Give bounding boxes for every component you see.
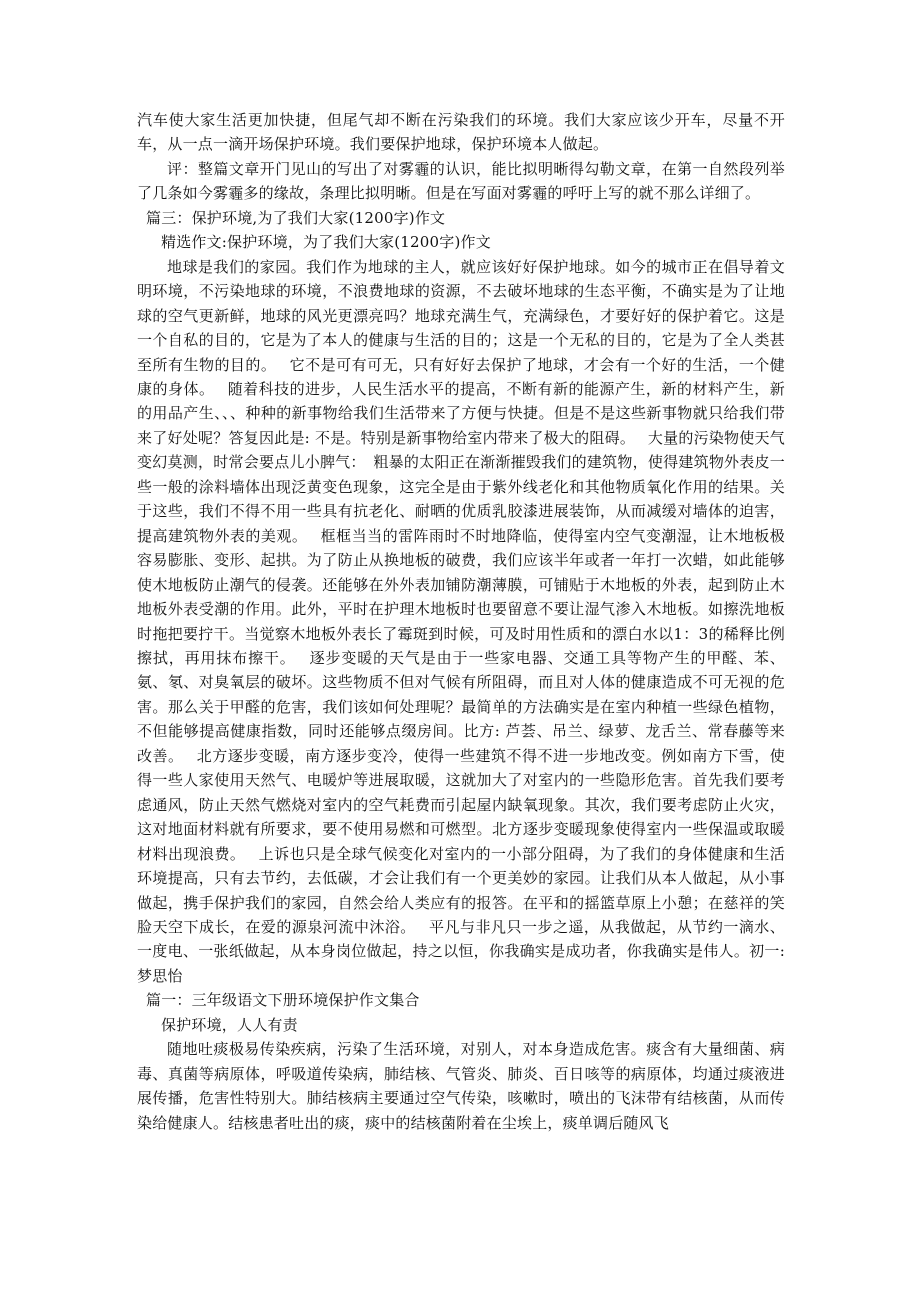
section-heading-3: 篇三：保护环境,为了我们大家(1200字)作文	[146, 208, 446, 227]
paragraph-essay-1: 随地吐痰极易传染疾病，污染了生活环境，对别人，对本身造成危害。痰含有大量细菌、病毒、真菌等病原体，呼吸道传染病，肺结核、气管炎、肺炎、百日咳等的病原体，均通过痰液进展传播，危害性特别大。肺结核病主要通过空气传染，咳嗽时，喷出的飞沫带有结核菌，从而传染给健康人。结核患者吐出的痰，痰中的结核菌附着在尘埃上，痰单调后随风飞	[137, 1040, 785, 1132]
essay-title-3: 精选作文:保护环境，为了我们大家(1200字)作文	[161, 233, 491, 252]
essay-title-1: 保护环境，人人有责	[161, 1015, 298, 1034]
paragraph-intro: 汽车使大家生活更加快捷，但尾气却不断在污染我们的环境。我们大家应该少开车，尽量不开车，从一点一滴开场保护环境。我们要保护地球，保护环境本人做起。	[137, 111, 785, 154]
paragraph-review: 评：整篇文章开门见山的写出了对雾霾的认识，能比拟明晰得勾勒文章，在第一自然段列举了几条如今雾霾多的缘故，条理比拟明晰。但是在写面对雾霾的呼吁上写的就不那么详细了。	[137, 159, 785, 203]
document-body	[137, 108, 785, 1135]
section-heading-1: 篇一：三年级语文下册环境保护作文集合	[146, 991, 420, 1010]
paragraph-essay-3: 地球是我们的家园。我们作为地球的主人，就应该好好保护地球。如今的城市正在倡导着文明环境，不污染地球的环境，不浪费地球的资源，不去破坏地球的生态平衡，不确实是为了让地球的空气更新鲜，地球的风光更漂亮吗？地球充满生气，充满绿色，才要好好的保护着它。这是一个自私的目的，它是为了本人的健康与生活的目的；这是一个无私的目的，它是为了全人类甚至所有生物的目的。 它不是可有可无，只有好好去保护了地球，才会有一个好的生活，一个健康的身体。 随着科技的进步，人民生活水平的提高，不断有新的能源产生，新的材料产生，新的用品产生、、、种种的新事物给我们生活带来了方便与快捷。但是不是这些新事物就只给我们带来了好处呢？答复因此是: 不是。特别是新事物给室内带来了极大的阻碍。 大量的污染物使天气变幻莫测，时常会要点儿小脾气： 粗暴的太阳正在渐渐摧毁我们的建筑物，使得建筑物外表皮一些一般的涂料墙体出现泛黄变色现象，这完全是由于紫外线老化和其他物质氧化作用的结果。关于这些，我们不得不用一些具有抗老化、耐晒的优质乳胶漆进展装饰，从而减缓对墙体的迫害，提高建筑物外表的美观。 框框当当的雷阵雨时不时地降临，使得室内空气变潮湿，让木地板极容易膨胀、变形、起拱。为了防止从换地板的破费，我们应该半年或者一年打一次蜡，如此能够使木地板防止潮气的侵袭。还能够在外外表加铺防潮薄膜，可铺贴于木地板的外表，起到防止木地板外表受潮的作用。此外，平时在护理木地板时也要留意不要让湿气渗入木地板。如擦洗地板时拖把要拧干。当觉察木地板外表长了霉斑到时候，可及时用性质和的漂白水以1：3的稀释比例擦拭，再用抹布擦干。 逐步变暖的天气是由于一些家电器、交通工具等物产生的甲醛、苯、氨、氡、对臭氧层的破坏。这些物质不但对气候有所阻碍，而且对人体的健康造成不可无视的危害。那么关于甲醛的危害，我们该如何处理呢？最简单的方法确实是在室内种植一些绿色植物，不但能够提高健康指数，同时还能够点缀房间。比方: 芦荟、吊兰、绿萝、龙舌兰、常春藤等来改善。 北方逐步变暖，南方逐步变冷，使得一些建筑不得不进一步地改变。例如南方下雪，使得一些人家使用天然气、电暖炉等进展取暖，这就加大了对室内的一些隐形危害。首先我们要考虑通风，防止天然气燃烧对室内的空气耗费而引起屋内缺氧现象。其次，我们要考虑防止火灾，这对地面材料就有所要求，要不使用易燃和可燃型。北方逐步变暖现象使得室内一些保温或取暖材料出现浪费。 上诉也只是全球气候变化对室内的一小部分阻碍，为了我们的身体健康和生活环境提高，只有去节约，去低碳，才会让我们有一个更美妙的家园。让我们从本人做起，从小事做起，携手保护我们的家园，自然会给人类应有的报答。在平和的摇篮草原上小憩；在慈祥的笑脸天空下成长，在爱的源泉河流中沐浴。 平凡与非凡只一步之遥，从我做起，从节约一滴水、一度电、一张纸做起，从本身岗位做起，持之以恒，你我确实是成功者，你我确实是伟人。初一:梦思怡	[137, 257, 785, 985]
